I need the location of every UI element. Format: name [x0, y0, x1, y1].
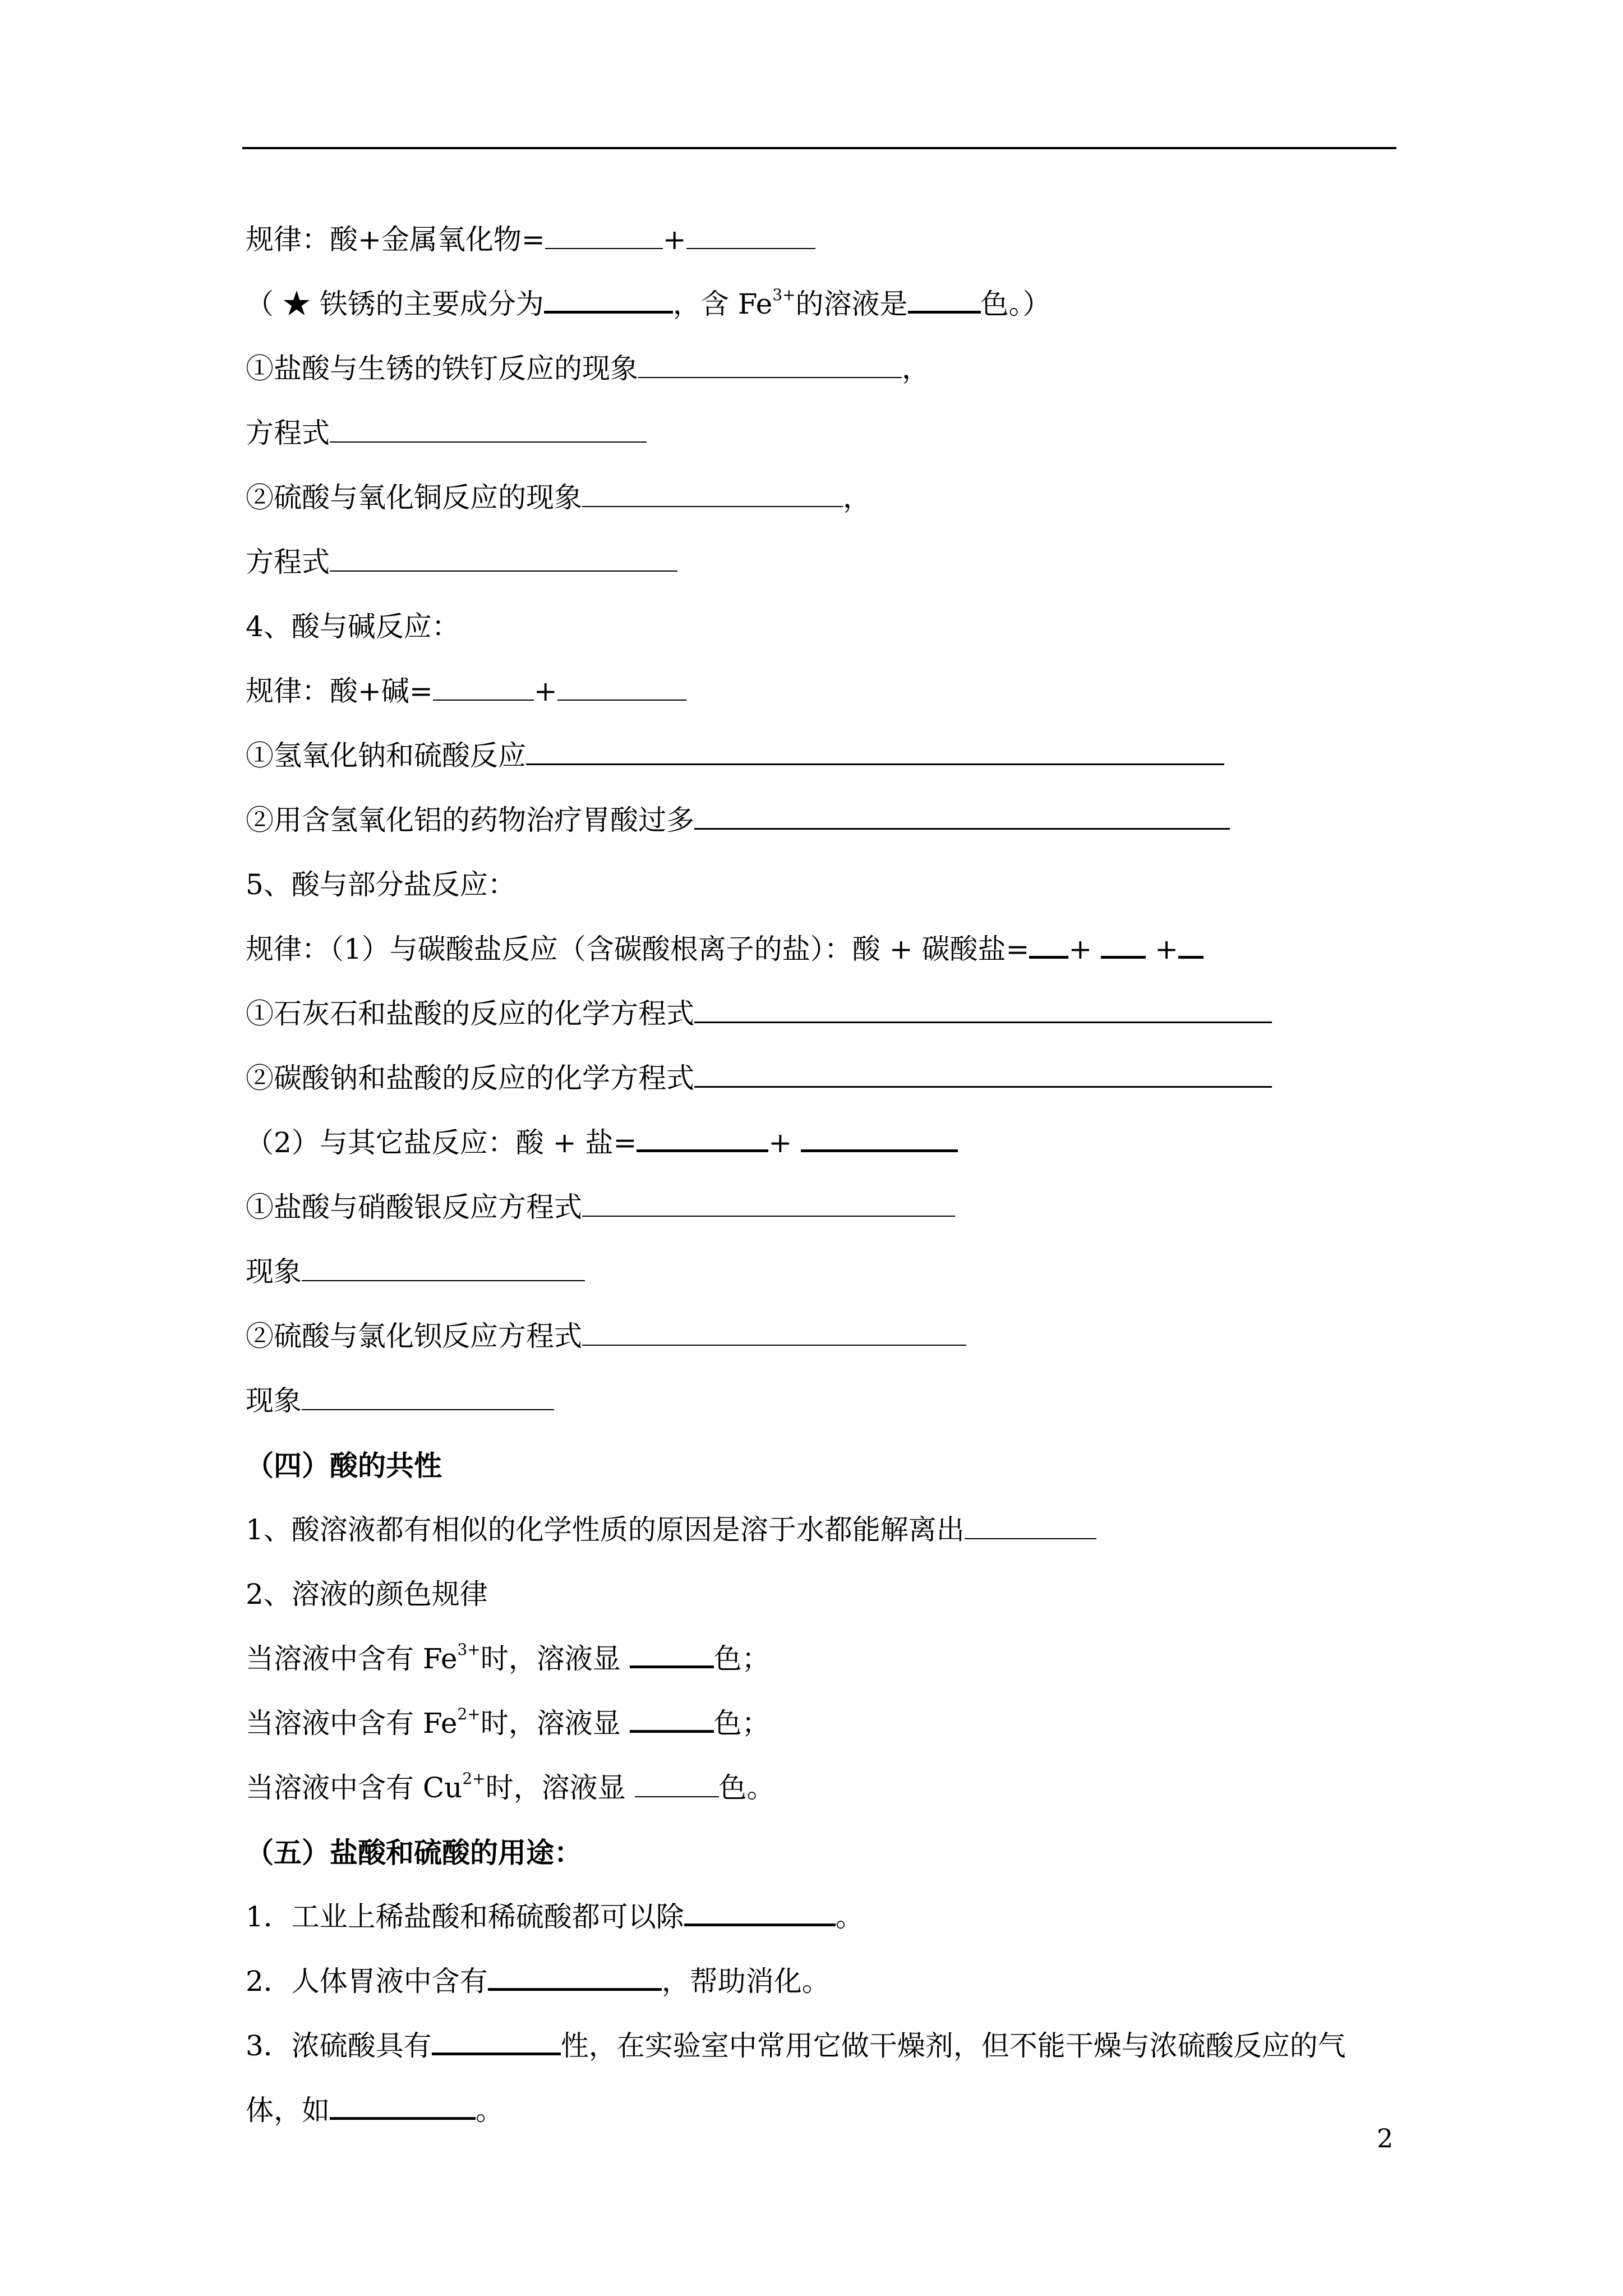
answer-blank[interactable]	[582, 473, 843, 507]
section-solution-colors: 2、溶液的颜色规律	[246, 1578, 488, 1611]
answer-blank[interactable]	[1101, 923, 1146, 959]
answer-blank[interactable]	[1178, 923, 1204, 959]
rule-acid-carbonate: 规律：（1）与碳酸盐反应（含碳酸根离子的盐）：酸 + 碳酸盐= + +	[246, 917, 1401, 982]
answer-blank[interactable]	[635, 1764, 719, 1797]
section-acid-salt: 5、酸与部分盐反应：	[246, 868, 516, 901]
question-conc-h2so4-drying: 3．浓硫酸具有 性，在实验室中常用它做干燥剂，但不能干燥与浓硫酸反应的气体，如 。	[246, 2014, 1401, 2143]
answer-blank[interactable]	[694, 795, 1230, 830]
question-equation: 方程式	[246, 530, 1401, 595]
worksheet-content	[246, 208, 1401, 2143]
answer-blank[interactable]	[544, 278, 673, 314]
question-industrial-use: 1．工业上稀盐酸和稀硫酸都可以除 。	[246, 1885, 1401, 1949]
question-h2so4-bacl2: ②硫酸与氯化钡反应方程式	[246, 1304, 1401, 1369]
answer-blank[interactable]	[965, 1506, 1096, 1539]
answer-blank[interactable]	[684, 1891, 836, 1926]
page-number: 2	[1377, 2123, 1394, 2154]
question-h2so4-cuo-phenomenon: ②硫酸与氧化铜反应的现象 ，	[246, 466, 1401, 530]
answer-blank[interactable]	[330, 538, 677, 572]
question-limestone-hcl: ①石灰石和盐酸的反应的化学方程式	[246, 982, 1401, 1046]
question-fe2-color: 当溶液中含有 $Fe^{2+}$时，溶液显 色；	[246, 1691, 1401, 1756]
answer-blank[interactable]	[526, 731, 1224, 765]
rust-note: （ ★ 铁锈的主要成分为 ，含 $Fe^{3+}$的溶液是 色。）	[246, 272, 1401, 337]
answer-blank[interactable]	[908, 278, 981, 314]
answer-blank[interactable]	[801, 1117, 958, 1152]
rule-acid-other-salt: （2）与其它盐反应：酸 + 盐= +	[246, 1111, 1401, 1175]
question-hcl-agno3: ①盐酸与硝酸银反应方程式	[246, 1175, 1401, 1240]
section-heading-acid-common-properties: （四）酸的共性	[246, 1449, 442, 1482]
question-gastric-juice: 2．人体胃液中含有 ，帮助消化。	[246, 1949, 1401, 2014]
answer-blank[interactable]	[432, 2020, 561, 2055]
answer-blank[interactable]	[330, 409, 647, 443]
rule-acid-metal-oxide: 规律：酸+金属氧化物= +	[246, 208, 1401, 272]
question-phenomenon: 现象	[246, 1240, 1401, 1304]
question-equation: 方程式	[246, 401, 1401, 466]
answer-blank[interactable]	[638, 344, 902, 378]
answer-blank[interactable]	[557, 667, 686, 701]
answer-blank[interactable]	[637, 1117, 768, 1152]
answer-blank[interactable]	[302, 1248, 585, 1281]
answer-blank[interactable]	[582, 1312, 966, 1346]
section-heading-uses: （五）盐酸和硫酸的用途：	[246, 1836, 582, 1869]
answer-blank[interactable]	[302, 1377, 554, 1410]
answer-blank[interactable]	[582, 1183, 955, 1217]
answer-blank[interactable]	[488, 1955, 662, 1991]
answer-blank[interactable]	[1029, 923, 1068, 959]
answer-blank[interactable]	[630, 1697, 714, 1733]
question-common-ion: 1、酸溶液都有相似的化学性质的原因是溶于水都能解离出	[246, 1498, 1401, 1562]
question-cu2-color: 当溶液中含有 $Cu^{2+}$时，溶液显 色。	[246, 1756, 1401, 1820]
header-rule	[242, 147, 1396, 149]
question-naoh-h2so4: ①氢氧化钠和硫酸反应	[246, 724, 1401, 788]
answer-blank[interactable]	[686, 215, 815, 249]
answer-blank[interactable]	[630, 1633, 714, 1668]
section-acid-base: 4、酸与碱反应：	[246, 610, 460, 643]
question-na2co3-hcl: ②碳酸钠和盐酸的反应的化学方程式	[246, 1046, 1401, 1111]
answer-blank[interactable]	[694, 989, 1272, 1023]
question-hcl-rusty-nail-phenomenon: ①盐酸与生锈的铁钉反应的现象 ，	[246, 337, 1401, 401]
question-aloh3-stomach-acid: ②用含氢氧化铝的药物治疗胃酸过多	[246, 788, 1401, 853]
question-fe3-color: 当溶液中含有 $Fe^{3+}$时，溶液显 色；	[246, 1627, 1401, 1691]
answer-blank[interactable]	[545, 215, 663, 249]
rule-acid-base: 规律：酸+碱= +	[246, 659, 1401, 724]
question-phenomenon: 现象	[246, 1369, 1401, 1433]
answer-blank[interactable]	[433, 667, 534, 701]
answer-blank[interactable]	[330, 2085, 476, 2120]
answer-blank[interactable]	[694, 1053, 1272, 1088]
